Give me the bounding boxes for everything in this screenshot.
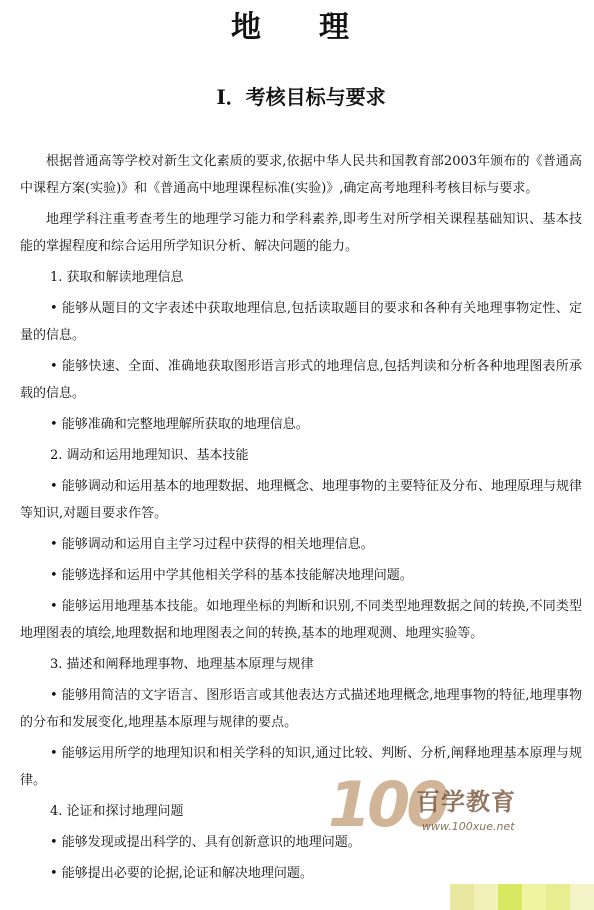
bullet-item: • 能够运用所学的地理知识和相关学科的知识,通过比较、判断、分析,阐释地理基本原理与规律。	[20, 746, 582, 788]
color-swatch	[546, 884, 570, 910]
color-swatch	[570, 884, 594, 910]
watermark-url: www.100xue.net	[422, 820, 515, 833]
bullet-item: • 能够发现或提出科学的、具有创新意识的地理问题。	[50, 835, 361, 850]
section-title: Ⅰ．考核目标与要求	[216, 85, 386, 109]
bullet-item: • 能够从题目的文字表述中获取地理信息,包括读取题目的要求和各种有关地理事物定性、定量的信息。	[20, 301, 582, 343]
color-swatch	[450, 884, 474, 910]
heading-objective-4: 4. 论证和探讨地理问题	[50, 804, 184, 819]
paragraph-discipline: 地理学科注重考查考生的地理学习能力和学科素养,即考生对所学相关课程基础知识、基本技能的掌握程度和综合运用所学知识分析、解决问题的能力。	[20, 212, 582, 254]
bullet-item: • 能够调动和运用基本的地理数据、地理概念、地理事物的主要特征及分布、地理原理与规律等知识,对题目要求作答。	[20, 479, 582, 521]
bullet-item: • 能够选择和运用中学其他相关学科的基本技能解决地理问题。	[50, 568, 413, 583]
color-swatch	[498, 884, 522, 910]
bullet-item: • 能够提出必要的论据,论证和解决地理问题。	[50, 866, 313, 881]
heading-objective-2: 2. 调动和运用地理知识、基本技能	[50, 448, 249, 463]
bullet-item: • 能够调动和运用自主学习过程中获得的相关地理信息。	[50, 537, 374, 552]
bullet-item: • 能够准确和完整地理解所获取的地理信息。	[50, 417, 309, 432]
bullet-item: • 能够运用地理基本技能。如地理坐标的判断和识别,不同类型地理数据之间的转换,不同类型地理图表的填绘,地理数据和地理图表之间的转换,基本的地理观测、地理实验等。	[20, 599, 582, 641]
heading-objective-3: 3. 描述和阐释地理事物、地理基本原理与规律	[50, 657, 314, 672]
decorative-color-strip	[450, 884, 594, 910]
bullet-item: • 能够快速、全面、准确地获取图形语言形式的地理信息,包括判读和分析各种地理图表所承载的信息。	[20, 359, 582, 401]
watermark-number: 100	[328, 768, 446, 841]
document-title: 地 理	[231, 10, 363, 45]
color-swatch	[522, 884, 546, 910]
color-swatch	[474, 884, 498, 910]
watermark-logo	[328, 770, 528, 850]
watermark-brand-name: 百学教育	[416, 787, 516, 816]
heading-objective-1: 1. 获取和解读地理信息	[50, 270, 184, 285]
paragraph-intro: 根据普通高等学校对新生文化素质的要求,依据中华人民共和国教育部2003年颁布的《普通高中课程方案(实验)》和《普通高中地理课程标准(实验)》,确定高考地理科考核目标与要求。	[20, 154, 582, 196]
bullet-item: • 能够用简洁的文字语言、图形语言或其他表达方式描述地理概念,地理事物的特征,地理事物的分布和发展变化,地理基本原理与规律的要点。	[20, 688, 582, 730]
